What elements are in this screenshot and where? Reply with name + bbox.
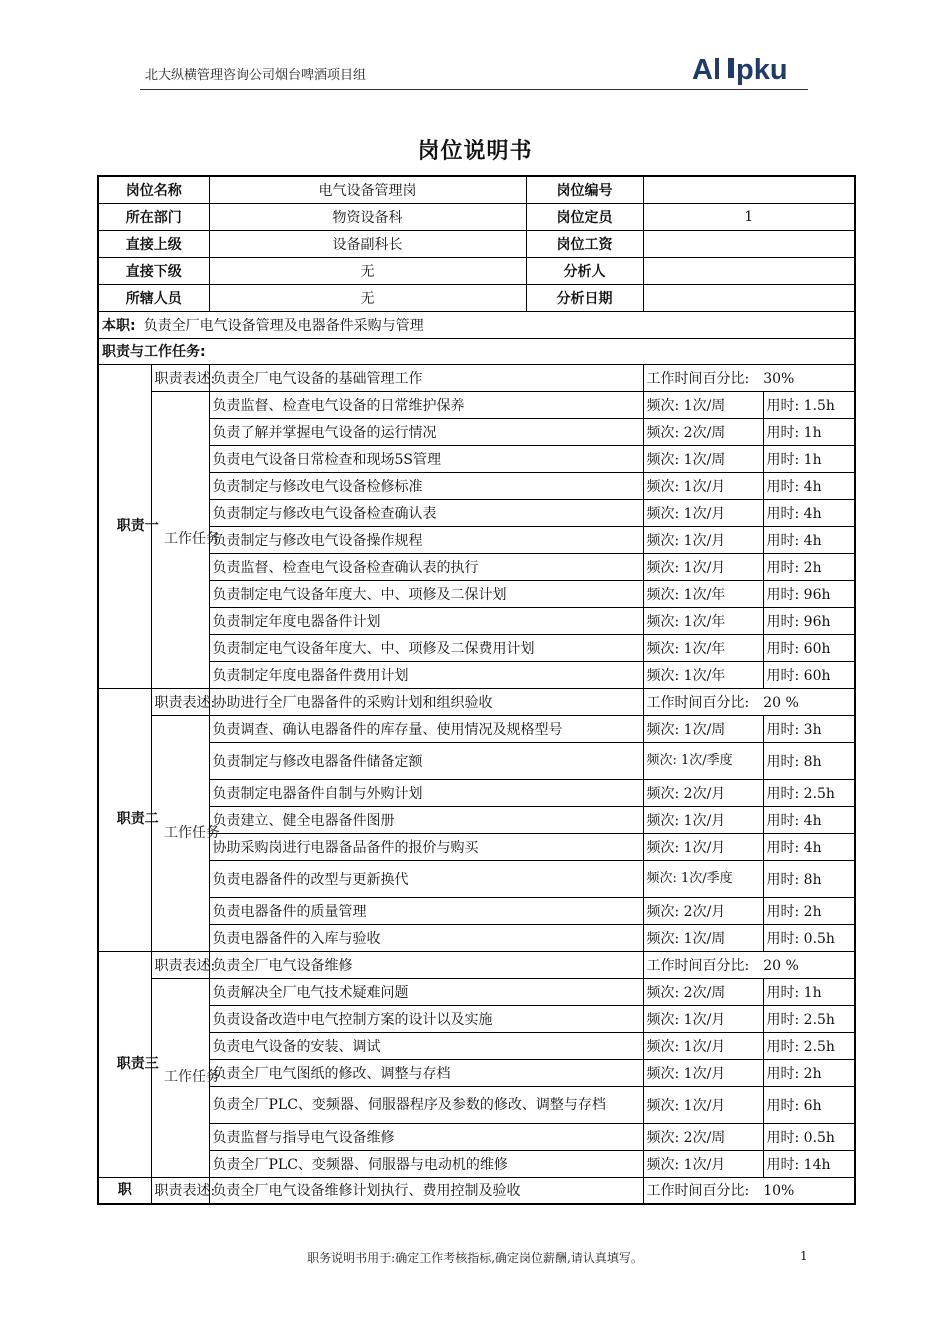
responsibility-group-label: 职 [98,1177,151,1204]
field-label: 所辖人员 [98,284,209,311]
field-label: 直接下级 [98,257,209,284]
table-row [98,338,855,364]
task-frequency: 频次: 1次/周 [643,445,763,472]
table-row [98,661,855,688]
task-duration: 用时: 4h [763,806,855,833]
field-label: 分析人 [526,257,643,284]
task-text: 负责设备改造中电气控制方案的设计以及实施 [209,1005,643,1032]
task-text: 负责监督与指导电气设备维修 [209,1123,643,1150]
table-row [98,1123,855,1150]
table-row [98,1177,855,1204]
table-row [98,499,855,526]
table-row [98,1086,855,1123]
responsibility-group-label [98,951,159,1177]
table-row [98,1005,855,1032]
task-text: 负责制定电气设备年度大、中、项修及二保费用计划 [209,634,643,661]
task-duration: 用时: 0.5h [763,1123,855,1150]
task-duration: 用时: 2h [763,897,855,924]
task-duration: 用时: 2h [763,553,855,580]
field-value [643,176,855,203]
field-label: 岗位编号 [526,176,643,203]
task-frequency: 频次: 1次/季度 [643,860,763,897]
svg-text:Al: Al [692,54,721,86]
page-number: 1 [800,1249,808,1263]
table-row [98,230,855,257]
description-label: 职责表述: [151,364,209,391]
work-task-label [151,978,220,1177]
table-row [98,688,855,715]
task-duration: 用时: 0.5h [763,924,855,951]
task-duration: 用时: 4h [763,526,855,553]
table-row [98,1150,855,1177]
task-frequency: 频次: 2次/月 [643,779,763,806]
task-text: 负责制定与修改电器备件储备定额 [209,742,643,779]
description-label: 职责表述: [151,951,209,978]
task-duration: 用时: 4h [763,833,855,860]
table-row [98,418,855,445]
field-value: 物资设备科 [209,203,526,230]
task-duration: 用时: 4h [763,472,855,499]
time-percentage [643,951,855,978]
table-row [98,176,855,203]
task-frequency: 频次: 2次/月 [643,897,763,924]
task-duration: 用时: 2.5h [763,1005,855,1032]
table-row [98,580,855,607]
table-row [98,779,855,806]
field-value [643,284,855,311]
task-frequency: 频次: 1次/月 [643,1150,763,1177]
task-text: 负责制定电器备件自制与外购计划 [209,779,643,806]
description-text: 负责全厂电气设备维修计划执行、费用控制及验收 [209,1177,643,1204]
task-text: 负责全厂电气图纸的修改、调整与存档 [209,1059,643,1086]
task-frequency: 频次: 1次/年 [643,634,763,661]
task-duration: 用时: 1h [763,445,855,472]
task-duration: 用时: 60h [763,661,855,688]
table-row [98,445,855,472]
task-duration: 用时: 1.5h [763,391,855,418]
table-row [98,634,855,661]
tasks-section-title: 职责与工作任务: [98,338,855,364]
task-frequency: 频次: 2次/周 [643,978,763,1005]
task-text: 负责制定与修改电气设备操作规程 [209,526,643,553]
task-duration: 用时: 1h [763,978,855,1005]
field-value: 无 [209,284,526,311]
task-frequency: 频次: 1次/月 [643,1059,763,1086]
task-text: 协助采购岗进行电器备品备件的报价与购买 [209,833,643,860]
task-frequency: 频次: 1次/月 [643,833,763,860]
table-row [98,607,855,634]
task-text: 负责电器备件的改型与更新换代 [209,860,643,897]
task-duration: 用时: 2.5h [763,1032,855,1059]
task-text: 负责电器备件的入库与验收 [209,924,643,951]
table-row [98,924,855,951]
task-text: 负责全厂PLC、变频器、伺服器程序及参数的修改、调整与存档 [209,1086,643,1123]
time-percentage [643,688,855,715]
group-label-text: 职责一 [116,517,159,534]
task-duration: 用时: 2h [763,1059,855,1086]
task-duration: 用时: 1h [763,418,855,445]
svg-text:pku: pku [736,54,788,86]
task-frequency: 频次: 1次/月 [643,499,763,526]
percentage-value: 30% [763,370,795,387]
task-text: 负责电气设备日常检查和现场5S管理 [209,445,643,472]
job-description-table [97,175,856,1205]
task-text: 负责电气设备的安装、调试 [209,1032,643,1059]
task-text: 负责解决全厂电气技术疑难问题 [209,978,643,1005]
task-duration: 用时: 6h [763,1086,855,1123]
table-row [98,978,855,1005]
task-text: 负责了解并掌握电气设备的运行情况 [209,418,643,445]
task-duration: 用时: 96h [763,607,855,634]
percentage-label: 工作时间百分比: [646,1183,750,1200]
task-frequency: 频次: 1次/月 [643,1086,763,1123]
work-task-label [151,391,220,688]
task-frequency: 频次: 1次/周 [643,391,763,418]
task-duration: 用时: 4h [763,499,855,526]
field-label: 岗位名称 [98,176,209,203]
task-duration: 用时: 8h [763,742,855,779]
footer-note: 职务说明书用于:确定工作考核指标,确定岗位薪酬,请认真填写。 [307,1251,643,1265]
group-label-text: 职责二 [116,811,159,827]
task-text: 负责全厂PLC、变频器、伺服器与电动机的维修 [209,1150,643,1177]
field-value: 无 [209,257,526,284]
field-value: 1 [643,203,855,230]
task-text: 负责监督、检查电气设备检查确认表的执行 [209,553,643,580]
table-row [98,897,855,924]
group-label-text: 职责三 [116,1055,159,1072]
task-text: 负责建立、健全电器备件图册 [209,806,643,833]
duty-row [98,311,855,338]
task-frequency: 频次: 1次/月 [643,553,763,580]
task-frequency: 频次: 1次/年 [643,661,763,688]
table-row [98,1032,855,1059]
task-frequency: 频次: 2次/周 [643,1123,763,1150]
table-row [98,364,855,391]
description-text: 负责全厂电气设备的基础管理工作 [209,364,643,391]
task-duration: 用时: 60h [763,634,855,661]
task-text: 负责调查、确认电器备件的库存量、使用情况及规格型号 [209,715,643,742]
task-frequency: 频次: 1次/月 [643,806,763,833]
percentage-value: 10% [763,1183,795,1200]
work-task-label-text: 工作任务 [164,824,220,841]
work-task-label-text: 工作任务 [164,531,220,547]
table-row [98,951,855,978]
field-value [643,257,855,284]
percentage-label: 工作时间百分比: [646,694,750,711]
task-text: 负责制定与修改电气设备检修标准 [209,472,643,499]
table-row [98,472,855,499]
table-row [98,391,855,418]
description-text: 协助进行全厂电器备件的采购计划和组织验收 [209,688,643,715]
task-duration: 用时: 14h [763,1150,855,1177]
field-label: 直接上级 [98,230,209,257]
page-title: 岗位说明书 [417,139,533,164]
task-text: 负责制定电气设备年度大、中、项修及二保计划 [209,580,643,607]
task-duration: 用时: 96h [763,580,855,607]
field-value: 电气设备管理岗 [209,176,526,203]
work-task-label [151,715,220,951]
description-label: 职责表述: [151,1177,209,1204]
header-company: 北大纵横管理咨询公司烟台啤酒项目组 [145,68,367,83]
task-frequency: 频次: 1次/季度 [643,742,763,779]
responsibility-group-label [98,364,159,688]
table-row [98,742,855,779]
table-row [98,311,855,338]
field-label: 所在部门 [98,203,209,230]
duty-text: 负责全厂电气设备管理及电器备件采购与管理 [143,317,424,334]
field-label: 岗位定员 [526,203,643,230]
percentage-value: 20 % [763,694,799,711]
task-text: 负责监督、检查电气设备的日常维护保养 [209,391,643,418]
duty-label: 本职: [102,317,136,334]
task-frequency: 频次: 1次/月 [643,1032,763,1059]
table-row [98,553,855,580]
work-task-label-text: 工作任务 [164,1069,220,1085]
responsibility-group-label [98,688,159,951]
task-frequency: 频次: 1次/周 [643,715,763,742]
task-frequency: 频次: 1次/月 [643,472,763,499]
task-frequency: 频次: 1次/月 [643,526,763,553]
task-frequency: 频次: 1次/周 [643,924,763,951]
company-logo [690,52,810,86]
table-row [98,284,855,311]
task-duration: 用时: 3h [763,715,855,742]
table-row [98,257,855,284]
time-percentage [643,364,855,391]
task-frequency: 频次: 1次/年 [643,580,763,607]
field-label: 分析日期 [526,284,643,311]
task-text: 负责制定与修改电气设备检查确认表 [209,499,643,526]
percentage-label: 工作时间百分比: [646,370,750,387]
task-text: 负责制定年度电器备件计划 [209,607,643,634]
task-duration: 用时: 2.5h [763,779,855,806]
table-row [98,860,855,897]
percentage-value: 20 % [763,957,799,974]
table-row [98,203,855,230]
table-row [98,715,855,742]
task-text: 负责制定年度电器备件费用计划 [209,661,643,688]
field-value: 设备副科长 [209,230,526,257]
header-rule [140,89,808,90]
time-percentage [643,1177,855,1204]
task-duration: 用时: 8h [763,860,855,897]
description-label: 职责表述: [151,688,209,715]
task-frequency: 频次: 1次/月 [643,1005,763,1032]
field-label: 岗位工资 [526,230,643,257]
task-text: 负责电器备件的质量管理 [209,897,643,924]
field-value [643,230,855,257]
percentage-label: 工作时间百分比: [646,957,750,974]
description-text: 负责全厂电气设备维修 [209,951,643,978]
task-frequency: 频次: 1次/年 [643,607,763,634]
task-frequency: 频次: 2次/周 [643,418,763,445]
